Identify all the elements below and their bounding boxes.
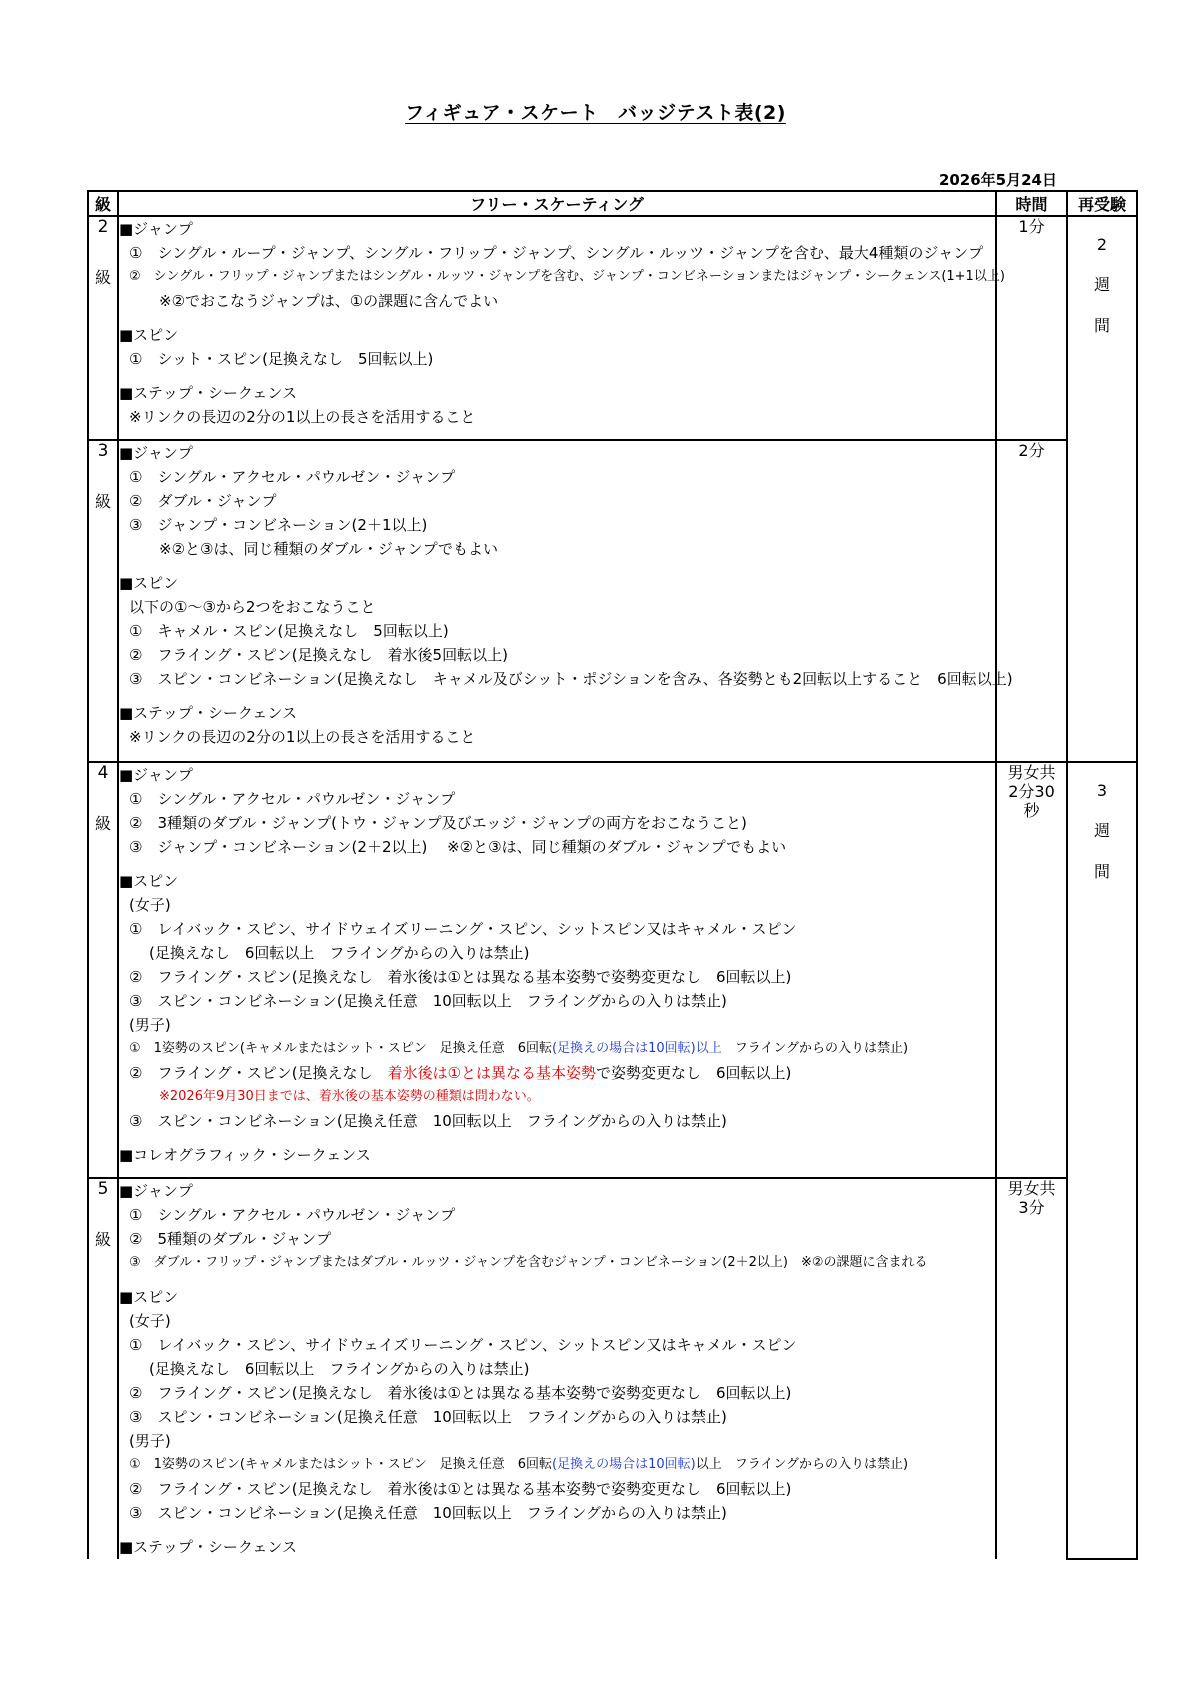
page-title: フィギュア・スケート バッジテスト表(2): [405, 102, 786, 124]
retake-weeks-2: 2 週 間: [1067, 216, 1137, 762]
header-grade: 級: [88, 191, 118, 216]
table-header-row: [88, 191, 1137, 216]
document-date: 2026年5月24日: [938, 171, 1057, 189]
header-time: 時間: [996, 191, 1067, 216]
grade-5-time: 男女共 3分: [996, 1178, 1067, 1559]
grade-5-cell: 5 級: [88, 1178, 118, 1559]
grade-5-row: [88, 1178, 1137, 1559]
grade-4-row: [88, 762, 1137, 1178]
grade-2-cell: 2 級: [88, 216, 118, 440]
grade-2-row: [88, 216, 1137, 440]
badge-test-table: [87, 190, 1138, 1560]
header-free-skating: フリー・スケーティング: [118, 191, 996, 216]
grade-2-content: ■ジャンプ ① シングル・ループ・ジャンプ、シングル・フリップ・ジャンプ、シングル・ルッツ・ジャンプを含む、最大4種類のジャンプ ② シングル・フリップ・ジャンプまたはシングル・ルッツ・ジャンプを含む、ジャンプ・コンビネーションまたはジャンプ・シークェンス(1+1以上) ※②でおこなうジャンプは、①の課題に含んでよい ■スピン ① シット・スピン(足換えなし 5回転以上) ■ステップ・シークェンス ※リンクの長辺の2分の1以上の長さを活用すること: [118, 216, 996, 440]
grade-4-cell: 4 級: [88, 762, 118, 1178]
retake-weeks-3: 3 週 間: [1067, 762, 1137, 1559]
grade-2-time: 1分: [996, 216, 1067, 440]
grade-3-row: [88, 440, 1137, 762]
grade-3-content: ■ジャンプ ① シングル・アクセル・パウルゼン・ジャンプ ② ダブル・ジャンプ ③ ジャンプ・コンビネーション(2＋1以上) ※②と③は、同じ種類のダブル・ジャンプでもよい ■スピン 以下の①～③から2つをおこなうこと ① キャメル・スピン(足換えなし 5回転以上) ② フライング・スピン(足換えなし 着氷後5回転以上) ③ スピン・コンビネーション(足換えなし キャメル及びシット・ポジションを含み、各姿勢とも2回転以上すること 6回転以上) ■ステップ・シークェンス ※リンクの長辺の2分の1以上の長さを活用すること: [118, 440, 996, 762]
grade-3-time: 2分: [996, 440, 1067, 762]
grade-5-content: ■ジャンプ ① シングル・アクセル・パウルゼン・ジャンプ ② 5種類のダブル・ジャンプ ③ ダブル・フリップ・ジャンプまたはダブル・ルッツ・ジャンプを含むジャンプ・コンビネーション(2＋2以上) ※②の課題に含まれる ■スピン (女子) ① レイバック・スピン、サイドウェイズリーニング・スピン、シットスピン又はキャメル・スピン (足換えなし 6回転以上 フライングからの入りは禁止) ② フライング・スピン(足換えなし 着氷後は①とは異なる基本姿勢で姿勢変更なし 6回転以上) ③ スピン・コンビネーション(足換え任意 10回転以上 フライングからの入りは禁止) (男子) ① 1姿勢のスピン(キャメルまたはシット・スピン 足換え任意 6回転(足換えの場合は10回転)以上 フライングからの入りは禁止) ② フライング・スピン(足換えなし 着氷後は①とは異なる基本姿勢で姿勢変更なし 6回転以上) ③ スピン・コンビネーション(足換え任意 10回転以上 フライングからの入りは禁止) ■ステップ・シークェンス: [119, 1182, 928, 1556]
grade-4-content: ■ジャンプ ① シングル・アクセル・パウルゼン・ジャンプ ② 3種類のダブル・ジャンプ(トウ・ジャンプ及びエッジ・ジャンプの両方をおこなうこと) ③ ジャンプ・コンビネーション(2＋2以上) ※②と③は、同じ種類のダブル・ジャンプでもよい ■スピン (女子) ① レイバック・スピン、サイドウェイズリーニング・スピン、シットスピン又はキャメル・スピン (足換えなし 6回転以上 フライングからの入りは禁止) ② フライング・スピン(足換えなし 着氷後は①とは異なる基本姿勢で姿勢変更なし 6回転以上) ③ スピン・コンビネーション(足換え任意 10回転以上 フライングからの入りは禁止) (男子) ① 1姿勢のスピン(キャメルまたはシット・スピン 足換え任意 6回転(足換えの場合は10回転)以上 フライングからの入りは禁止) ② フライング・スピン(足換えなし 着氷後は①とは異なる基本姿勢で姿勢変更なし 6回転以上) ※2026年9月30日までは、着氷後の基本姿勢の種類は問わない。 ③ スピン・コンビネーション(足換え任意 10回転以上 フライングからの入りは禁止) ■コレオグラフィック・シークェンス: [118, 762, 996, 1178]
header-retake: 再受験: [1067, 191, 1137, 216]
grade-4-time: 男女共 2分30 秒: [996, 762, 1067, 1178]
grade-3-cell: 3 級: [88, 440, 118, 762]
